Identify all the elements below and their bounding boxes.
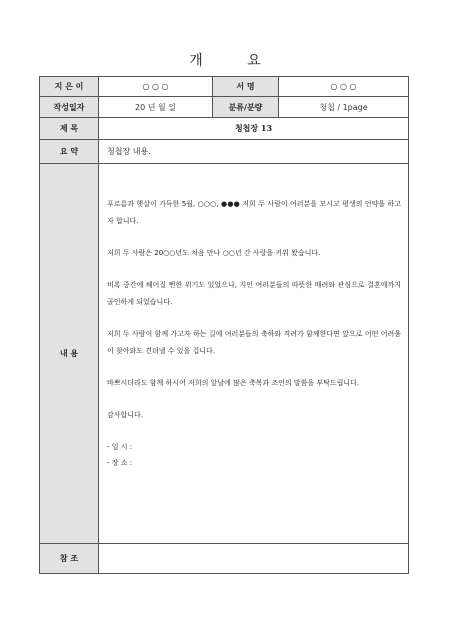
summary-row xyxy=(40,140,409,164)
event-place-line: - 장 소 : xyxy=(107,459,133,467)
author-value[interactable]: ○ ○ ○ xyxy=(99,77,213,97)
content-paragraph: 저희 두 사람은 20○○년도 처음 만나 ○○년 간 사랑을 키워 왔습니다. xyxy=(107,249,321,257)
date-value[interactable]: 20 년 월 일 xyxy=(99,97,213,118)
signature-value[interactable]: ○ ○ ○ xyxy=(279,77,409,97)
content-paragraph: 비록 중간에 헤어질 뻔한 위기도 있었으나, 지인 여러분들의 따뜻한 배려와 관심으로 결혼에까지 골인하게 되었습니다. xyxy=(107,281,401,306)
content-paragraph: 푸르름과 햇살이 가득한 5월, ○○○, ●●● 저희 두 사람이 여러분을 모시고 평생의 언약을 하고자 합니다. xyxy=(107,200,401,225)
subject-row xyxy=(40,118,409,140)
reference-row xyxy=(40,544,409,574)
subject-value[interactable]: 청첩장 13 xyxy=(99,118,409,140)
event-date-line: - 일 시 : xyxy=(107,443,133,451)
category-value[interactable]: 청첩 / 1page xyxy=(279,97,409,118)
author-label: 지 은 이 xyxy=(40,77,99,97)
content-row xyxy=(40,164,409,544)
overview-form-table xyxy=(39,76,409,574)
reference-label: 참 조 xyxy=(40,544,99,574)
author-row xyxy=(40,77,409,97)
content-body[interactable] xyxy=(99,164,409,544)
content-label: 내 용 xyxy=(40,164,99,544)
subject-label: 제 목 xyxy=(40,118,99,140)
category-label: 분류/분량 xyxy=(213,97,279,118)
date-label: 작성일자 xyxy=(40,97,99,118)
document-title: 개 요 xyxy=(189,53,281,69)
signature-label: 서 명 xyxy=(213,77,279,97)
content-paragraph: 감사합니다. xyxy=(107,411,144,419)
content-paragraph: 저희 두 사람이 함께 가고자 하는 길에 여러분들의 축하와 격려가 함께한다면 앞으로 어떤 어려움이 찾아와도 견뎌낼 수 있을 겁니다. xyxy=(107,330,401,355)
reference-value[interactable] xyxy=(99,544,409,574)
date-row xyxy=(40,97,409,118)
content-paragraph: 바쁘시더라도 함께 하시어 저희의 앞날에 많은 축복과 조언의 말씀을 부탁드립니다. xyxy=(107,379,360,387)
summary-value[interactable]: 청첩장 내용. xyxy=(99,140,409,164)
summary-label: 요 약 xyxy=(40,140,99,164)
